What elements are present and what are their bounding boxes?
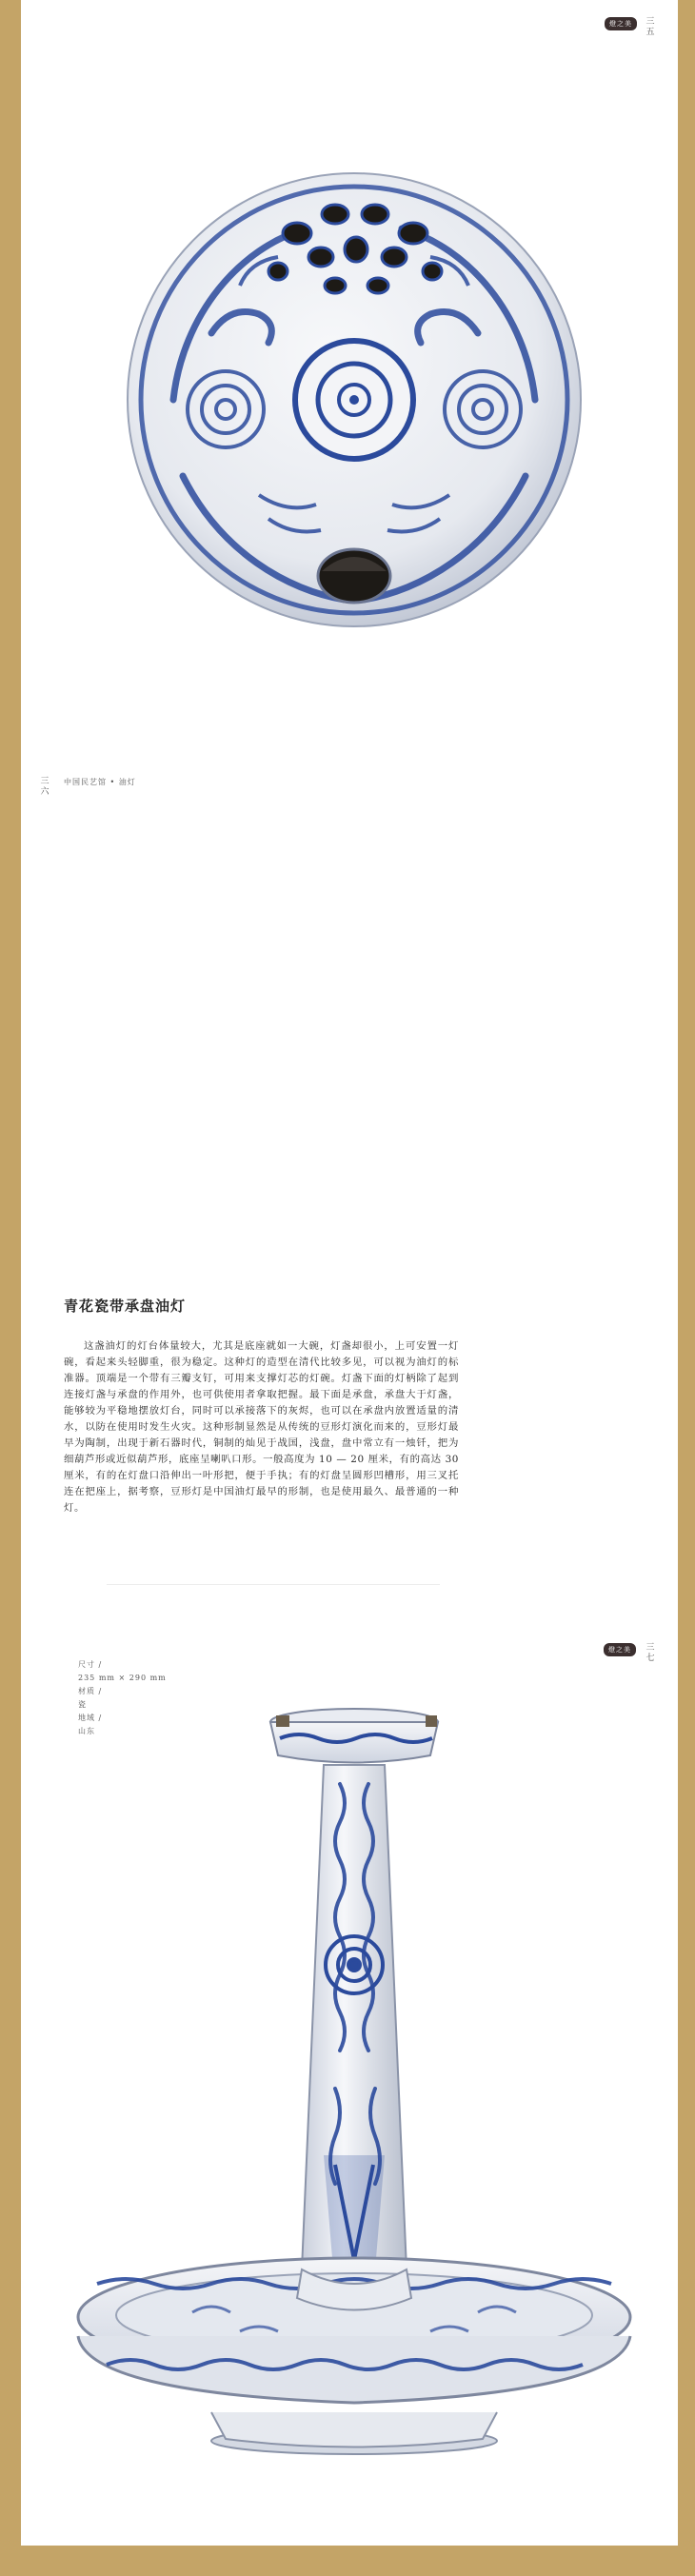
oil-lamp-photo bbox=[21, 1613, 678, 2546]
book-stamp: 燈之美 bbox=[604, 1643, 636, 1656]
spec-size-label: 尺寸 / bbox=[78, 1660, 103, 1669]
page-number: 三五 bbox=[645, 17, 655, 37]
spec-material-value: 瓷 bbox=[78, 1700, 87, 1709]
page-37 bbox=[21, 1613, 678, 2546]
page-36 bbox=[21, 758, 678, 1613]
spec-region-label: 地域 / bbox=[78, 1714, 103, 1722]
spec-size-value: 235 mm × 290 mm bbox=[78, 1674, 167, 1682]
spec-region-value: 山东 bbox=[78, 1727, 95, 1735]
spec-block bbox=[78, 1658, 167, 1738]
divider bbox=[107, 1584, 440, 1585]
book-stamp: 燈之美 bbox=[605, 17, 637, 30]
article-title: 青花瓷带承盘油灯 bbox=[64, 1298, 187, 1315]
running-head: 中国民艺馆 • 油灯 bbox=[64, 778, 136, 786]
article-body: 这盏油灯的灯台体量较大，尤其是底座就如一大碗，灯盏却很小，上可安置一灯碗，看起来头轻脚重，很为稳定。这种灯的造型在清代比较多见，可以视为油灯的标准器。顶端是一个带有三瓣支钉，可用来支撑灯芯的灯碗。灯盏下面的灯柄除了起到连接灯盏与承盘的作用外，也可供使用者拿取把握。最下面是承盘，承盘大于灯盏，能够较为平稳地摆放灯台，同时可以承接落下的灰烬，也可以在承盘内放置适量的清水，以防在使用时发生火灾。这种形制显然是从传统的豆形灯演化而来的，豆形灯最早为陶制，出现于新石器时代，铜制的灿见于战国，浅盘，盘中常立有一烛钎，把为细葫芦形或近似葫芦形，底座呈喇叭口形。一般高度为 10 — 20 厘米，有的高达 30 厘米，有的在灯盘口沿伸出一叶形把，便于手执；有的灯盘呈圆形凹槽形，用三叉托连在把座上，据考察，豆形灯是中国油灯最早的形制，也是使用最久、最普通的一种灯。 bbox=[64, 1340, 459, 1514]
page-number: 三七 bbox=[645, 1643, 655, 1663]
page-35 bbox=[21, 0, 678, 758]
lamp-lid-photo bbox=[21, 0, 678, 758]
page-number: 三六 bbox=[40, 777, 50, 797]
spec-material-label: 材质 / bbox=[78, 1687, 103, 1695]
